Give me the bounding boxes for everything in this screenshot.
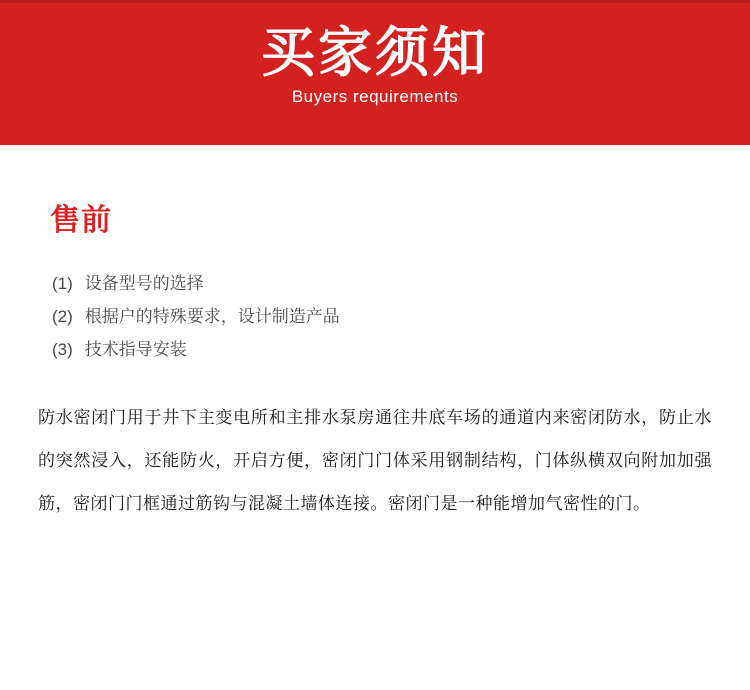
header-banner [0, 0, 750, 145]
list-item-text: 设备型号的选择 [84, 274, 204, 293]
list-item [52, 267, 750, 300]
banner-top-strip [0, 0, 750, 3]
content-area [0, 145, 750, 525]
presale-list [52, 267, 750, 366]
list-item-number: (3) [52, 340, 73, 359]
list-item [52, 333, 750, 366]
page-subtitle: Buyers requirements [291, 87, 459, 107]
presale-heading: 售前 [50, 204, 112, 237]
list-item-number: (2) [52, 307, 73, 326]
list-item-number: (1) [52, 274, 73, 293]
list-item-text: 根据户的特殊要求，设计制造产品 [84, 307, 340, 326]
list-item [52, 300, 750, 333]
product-description: 防水密闭门用于井下主变电所和主排水泵房通往井底车场的通道内来密闭防水，防止水的突然浸入，还能防火，开启方便，密闭门门体采用钢制结构，门体纵横双向附加加强筋，密闭门门框通过筋钩与混凝土墙体连接。密闭门是一种能增加气密性的门。 [38, 408, 712, 513]
page-title: 买家须知 [261, 23, 489, 83]
list-item-text: 技术指导安装 [84, 340, 187, 359]
